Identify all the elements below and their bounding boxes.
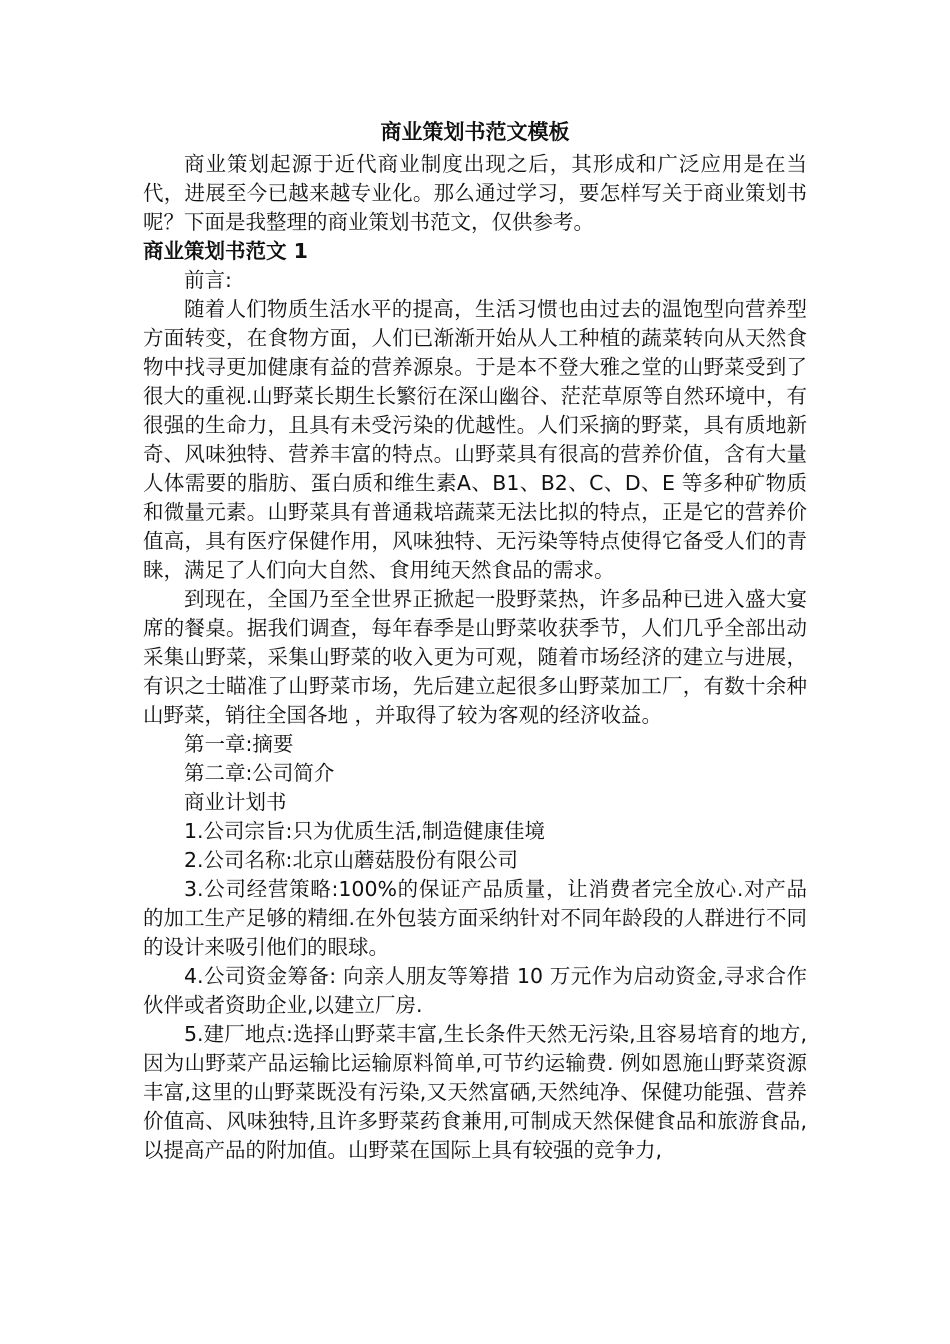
preface-label: 前言: [184,268,232,292]
body-paragraph-2: 到现在，全国乃至全世界正掀起一股野菜热，许多品种已进入盛大宴席的餐桌。据我们调查，每年春季是山野菜收获季节，人们几乎全部出动采集山野菜，采集山野菜的收入更为可观，随着市场经济的建立与进展，有识之士瞄准了山野菜市场，先后建立起很多山野菜加工厂，有数十余种山野菜，销往全国各地 ，并取得了较为客观的经济收益。 [143,587,807,727]
document-title: 商业策划书范文模板 [380,120,570,144]
chapter-2-line: 第二章:公司简介 [184,761,335,785]
body-paragraph-1: 随着人们物质生活水平的提高，生活习惯也由过去的温饱型向营养型方面转变，在食物方面，人们已渐渐开始从人工种植的蔬菜转向从天然食物中找寻更加健康有益的营养源泉。于是本不登大雅之堂的山野菜受到了很大的重视.山野菜长期生长繁衍在深山幽谷、茫茫草原等自然环境中，有很强的生命力，且具有未受污染的优越性。人们采摘的野菜，具有质地新奇、风味独特、营养丰富的特点。山野菜具有很高的营养价值，含有大量人体需要的脂肪、蛋白质和维生素A、B1、B2、C、D、E 等多种矿物质和微量元素。山野菜具有普通栽培蔬菜无法比拟的特点，正是它的营养价值高，具有医疗保健作用，风味独特、无污染等特点使得它备受人们的青睐，满足了人们向大自然、食用纯天然食品的需求。 [143,297,807,582]
list-item-5: 5.建厂地点:选择山野菜丰富,生长条件天然无污染,且容易培育的地方,因为山野菜产品运输比运输原料简单,可节约运输费. 例如恩施山野菜资源丰富,这里的山野菜既没有污染,又天然富硒,天然纯净、保健功能强、营养价值高、风味独特,且许多野菜药食兼用,可制成天然保健食品和旅游食品,以提高产品的附加值。山野菜在国际上具有较强的竞争力, [143,1022,807,1162]
list-item-3: 3.公司经营策略:100%的保证产品质量，让消费者完全放心.对产品的加工生产足够的精细.在外包装方面采纳针对不同年龄段的人群进行不同的设计来吸引他们的眼球。 [143,877,807,959]
chapter-1-line: 第一章:摘要 [184,732,294,756]
list-item-2: 2.公司名称:北京山蘑菇股份有限公司 [184,848,518,872]
list-item-1: 1.公司宗旨:只为优质生活,制造健康佳境 [184,819,545,843]
intro-paragraph: 商业策划起源于近代商业制度出现之后，其形成和广泛应用是在当代，进展至今已越来越专业化。那么通过学习，要怎样写关于商业策划书呢？下面是我整理的商业策划书范文，仅供参考。 [143,152,807,234]
plan-label: 商业计划书 [184,790,287,814]
section-heading: 商业策划书范文 1 [143,239,308,263]
list-item-4: 4.公司资金筹备: 向亲人朋友等筹措 10 万元作为启动资金,寻求合作伙伴或者资助企业,以建立厂房. [143,964,807,1017]
